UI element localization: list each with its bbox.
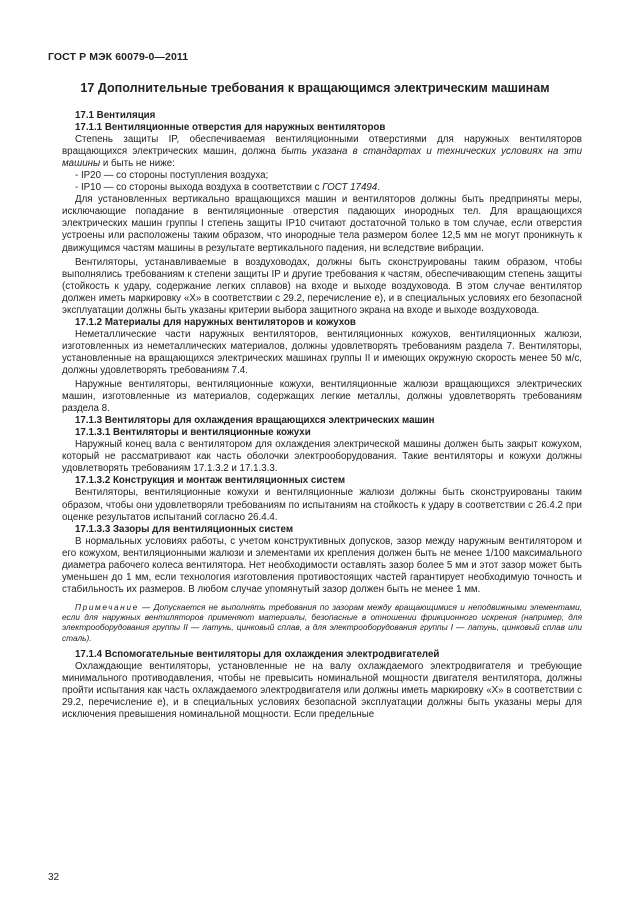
text-run: Степень защиты IP, обеспечиваемая вентиляционными отверстиями для наружных вентиляторов вращающихся электрических машин, должна xyxy=(62,134,582,158)
text-run-italic: ГОСТ 17494 xyxy=(322,182,378,194)
paragraph: Для установленных вертикально вращающихся машин и вентиляторов должны быть предприняты меры, исключающие попадание в вентиляционные отверстия падающих инородных тел. Для вращающихся электрических машин группы I степень защиты IP10 считают достаточной только в том случае, если отверстия устроены или расположены таким образом, что инородные тела размером более 12,5 мм не могут проникнуть к движущимся частям машины в результате вертикального падения, ни вследствие вибрации. xyxy=(62,194,582,254)
paragraph: Наружные вентиляторы, вентиляционные кожухи, вентиляционные жалюзи вращающихся электрических машин, изготовленные из материалов, содержащих легкие металлы, должны удовлетворять требованиям раздела 8. xyxy=(62,379,582,415)
paragraph: В нормальных условиях работы, с учетом конструктивных допусков, зазор между наружным вентилятором и его кожухом, вентиляционными жалюзи и элементами их крепления должен быть не менее 1/100 максимального диаметра рабочего колеса вентилятора. Нет необходимости оставлять зазор более 5 мм и этот зазор может быть уменьшен до 1 мм, если технология изготовления противостоящих частей гарантирует необходимую точность и стабильность их размеров. В любом случае упомянутый зазор должен быть не менее 1 мм. xyxy=(62,535,582,595)
list-item xyxy=(62,182,582,194)
text-run: - IP10 — со стороны выхода воздуха в соответствии с xyxy=(75,182,323,194)
text-run: . xyxy=(377,182,380,194)
heading-17-1-4: 17.1.4 Вспомогательные вентиляторы для охлаждения электродвигателей xyxy=(75,649,440,661)
paragraph: Вентиляторы, устанавливаемые в воздуховодах, должны быть сконструированы таким образом, чтобы выполнялись требованиям к степени защиты IP и другие требования к частям, обеспечивающим степень защиты (стойкость к удару, содержание легких сплавов) на входе и выходе воздуховода. В этом случае вентилятор должен иметь маркировку «X» в соответствии с 29.2, перечисление е), и в специальных условиях его безопасной эксплуатации должны быть указаны критерии выбора защитного экрана на входе и выходе воздуховода. xyxy=(62,256,582,316)
note-text: — Допускается не выполнять требования по зазорам между вращающимися и неподвижными элементами, если для наружных вентиляторов применяют материалы, безопасные в отношении фрикционного искрения (например, для электрооборудования группы II — латунь, цинковый сплав, а для электрооборудования группы I — латунь, цинковый сплав или сталь). xyxy=(62,601,582,643)
heading-17-1-3: 17.1.3 Вентиляторы для охлаждения вращающихся электрических машин xyxy=(75,415,435,427)
text-run-italic: быть указана в стандартах и технических условиях на эти машины xyxy=(62,146,582,170)
section-title: 17 Дополнительные требования к вращающимся электрическим машинам xyxy=(80,81,550,95)
paragraph: Охлаждающие вентиляторы, установленные не на валу охлаждаемого электродвигателя и требующие минимального противодавления, чтобы не превысить номинальной мощности двигателя вентилятора, должны пройти испытания как часть охлаждаемого электродвигателя или должны иметь маркировку «X» в соответствии с 29.2, перечисление е), и в специальных условиях безопасной эксплуатации должны быть указаны меры для исключения превышения номинальной мощности. Если предельные xyxy=(62,661,582,721)
list-item: - IP20 — со стороны поступления воздуха; xyxy=(75,170,269,182)
paragraph: Вентиляторы, вентиляционные кожухи и вентиляционные жалюзи должны быть сконструированы таким образом, чтобы они удовлетворяли требованиям по испытаниям на стойкость к удару в соответствии с 26.4.2 при оценке результатов испытаний согласно 26.4.4. xyxy=(62,487,582,523)
heading-17-1-2: 17.1.2 Материалы для наружных вентиляторов и кожухов xyxy=(75,316,356,328)
heading-17-1: 17.1 Вентиляция xyxy=(75,110,156,121)
paragraph: Неметаллические части наружных вентиляторов, вентиляционных кожухов, вентиляционных жалюзи, изготовленных из неметаллических материалов, должны удовлетворять требованиям раздела 7. Вентиляторы, установленные на вращающихся электрических машинах группы II и имеющих окружную скорость менее 50 м/с, должны удовлетворять требованиям 7.4. xyxy=(62,328,582,376)
heading-17-1-3-2: 17.1.3.2 Конструкция и монтаж вентиляционных систем xyxy=(75,475,346,487)
note-label: Примечание xyxy=(75,601,139,612)
paragraph xyxy=(62,134,582,170)
text-run: и быть не ниже: xyxy=(100,158,175,170)
paragraph: Наружный конец вала с вентилятором для охлаждения электрической машины должен быть закрыт кожухом, который не рассматривают как часть оболочки электрооборудования. Такие вентиляторы и кожухи должны удовлетворять требованиям 17.1.3.2 и 17.1.3.3. xyxy=(62,439,582,475)
document-body xyxy=(62,110,582,721)
note xyxy=(62,602,582,643)
heading-17-1-3-1: 17.1.3.1 Вентиляторы и вентиляционные кожухи xyxy=(75,427,311,439)
page-number: 32 xyxy=(48,872,60,883)
heading-17-1-3-3: 17.1.3.3 Зазоры для вентиляционных систем xyxy=(75,523,294,535)
heading-17-1-1: 17.1.1 Вентиляционные отверстия для наружных вентиляторов xyxy=(75,122,386,134)
standard-header: ГОСТ Р МЭК 60079-0—2011 xyxy=(48,51,189,63)
